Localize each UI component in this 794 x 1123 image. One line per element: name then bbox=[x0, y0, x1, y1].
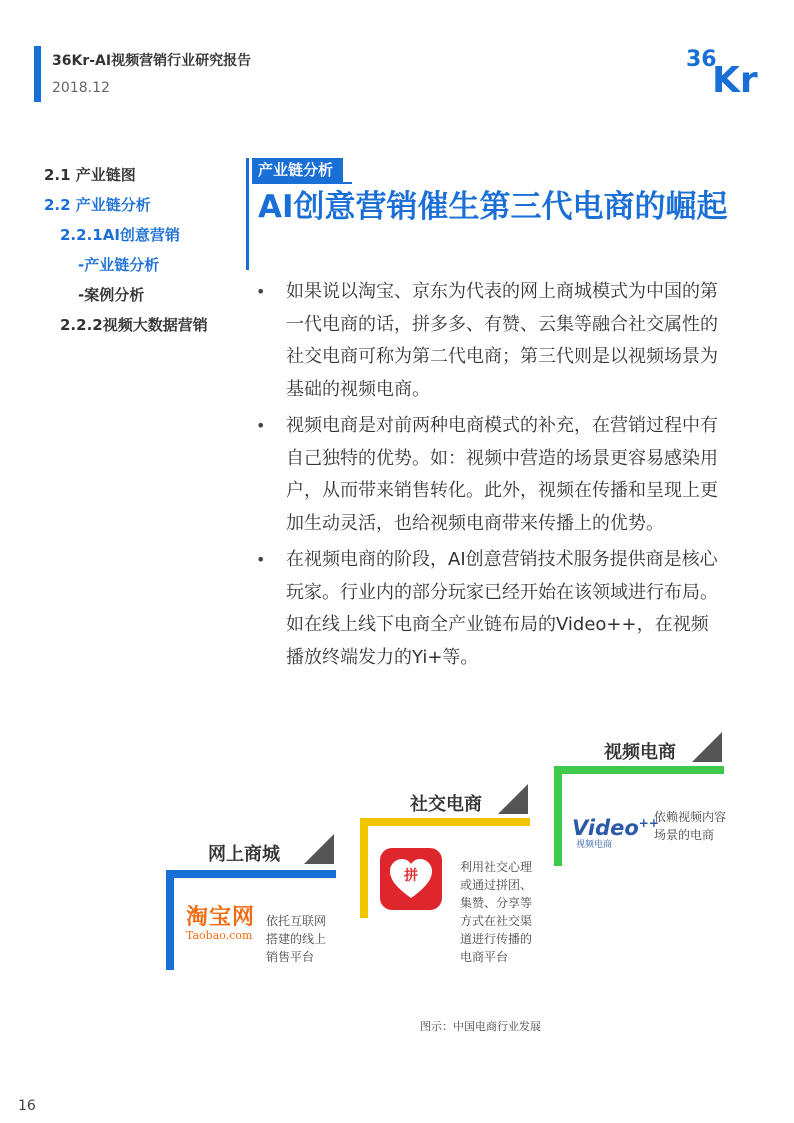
page-number: 16 bbox=[18, 1098, 36, 1114]
logo-kr: Kr bbox=[712, 60, 758, 96]
bullet-item bbox=[256, 544, 726, 674]
bullet-text: 如果说以淘宝、京东为代表的网上商城模式为中国的第一代电商的话，拼多多、有赞、云集等融合社交属性的社交电商可称为第二代电商；第三代则是以视频场景为基础的视频电商。 bbox=[286, 281, 718, 400]
step-desc-social-commerce: 利用社交心理或通过拼团、集赞、分享等方式在社交渠道进行传播的电商平台 bbox=[460, 860, 533, 964]
chapter-nav bbox=[44, 160, 208, 340]
taobao-logo-sub: Taobao.com bbox=[186, 929, 253, 942]
pinduoduo-heart-icon bbox=[380, 848, 442, 910]
bullet-dot-icon: • bbox=[256, 282, 266, 301]
bullet-item bbox=[256, 410, 726, 540]
step-desc-online-mall: 依托互联网搭建的线上销售平台 bbox=[266, 914, 327, 964]
videoplusplus-logo-main bbox=[572, 812, 659, 840]
step-corner-triangle-icon bbox=[304, 834, 334, 864]
step-label-social-commerce: 社交电商 bbox=[410, 794, 482, 815]
bullet-text: 在视频电商的阶段，AI创意营销技术服务提供商是核心玩家。行业内的部分玩家已经开始在该领域进行布局。如在线上线下电商全产业链布局的Video++，在视频播放终端发力的Yi+等。 bbox=[286, 549, 718, 668]
videoplusplus-logo bbox=[572, 812, 659, 851]
section-tag-underline bbox=[252, 182, 352, 184]
section-title: AI创意营销催生第三代电商的崛起 bbox=[258, 189, 728, 225]
taobao-logo-main: 淘宝网 bbox=[186, 905, 256, 930]
section-tag: 产业链分析 bbox=[252, 158, 343, 182]
nav-item-2-2[interactable]: 2.2 产业链分析 bbox=[44, 196, 151, 214]
nav-item-2-1[interactable]: 2.1 产业链图 bbox=[44, 166, 136, 184]
bullet-dot-icon: • bbox=[256, 416, 266, 435]
nav-item-case-analysis[interactable]: -案例分析 bbox=[78, 286, 145, 304]
pinduoduo-logo-char: 拼 bbox=[404, 868, 418, 884]
nav-item-chain-analysis[interactable]: -产业链分析 bbox=[78, 256, 160, 274]
step-bar-top bbox=[554, 766, 724, 774]
nav-item-2-2-1[interactable]: 2.2.1AI创意营销 bbox=[60, 226, 180, 244]
step-desc-video-commerce: 依赖视频内容场景的电商 bbox=[654, 810, 727, 842]
step-label-video-commerce: 视频电商 bbox=[604, 742, 676, 763]
header-accent-bar bbox=[34, 46, 41, 102]
step-bar-top bbox=[360, 818, 530, 826]
bullet-text: 视频电商是对前两种电商模式的补充，在营销过程中有自己独特的优势。如：视频中营造的场景更容易感染用户，从而带来销售转化。此外，视频在传播和呈现上更加生动灵活，也给视频电商带来传播上的优势。 bbox=[286, 415, 718, 534]
step-bar-left bbox=[166, 870, 174, 970]
step-bar-left bbox=[360, 818, 368, 918]
taobao-logo bbox=[186, 906, 258, 942]
bullet-item bbox=[256, 276, 726, 406]
step-corner-triangle-icon bbox=[692, 732, 722, 762]
bullet-dot-icon: • bbox=[256, 550, 266, 569]
36kr-logo bbox=[684, 36, 764, 96]
pinduoduo-logo bbox=[380, 848, 442, 910]
videoplusplus-logo-word: Video bbox=[572, 816, 639, 840]
bullet-list bbox=[256, 276, 726, 678]
step-bar-left bbox=[554, 766, 562, 866]
section-divider bbox=[246, 158, 249, 270]
videoplusplus-logo-sup: ++ bbox=[638, 816, 659, 830]
step-label-online-mall: 网上商城 bbox=[208, 844, 280, 865]
figure-caption: 图示：中国电商行业发展 bbox=[420, 1020, 541, 1033]
step-bar-top bbox=[166, 870, 336, 878]
step-bar-fill bbox=[166, 870, 336, 878]
report-title: 36Kr-AI视频营销行业研究报告 bbox=[52, 53, 252, 69]
logo-36: 36 bbox=[686, 47, 717, 72]
report-date: 2018.12 bbox=[52, 80, 110, 96]
nav-item-2-2-2[interactable]: 2.2.2视频大数据营销 bbox=[60, 316, 208, 334]
step-corner-triangle-icon bbox=[498, 784, 528, 814]
videoplusplus-logo-sub: 视频电商 bbox=[576, 840, 613, 850]
